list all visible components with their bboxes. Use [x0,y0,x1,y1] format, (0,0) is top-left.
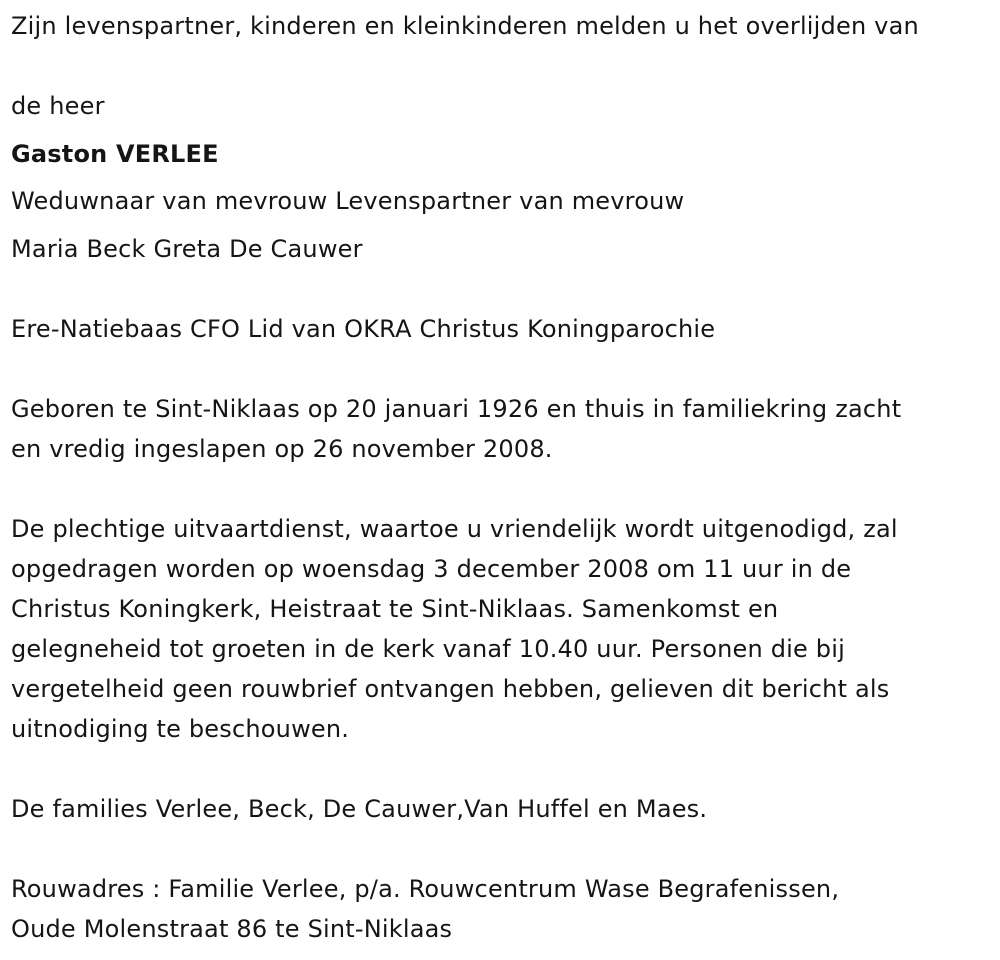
service-line-6: uitnodiging te beschouwen. [11,715,350,743]
address-line-2: Oude Molenstraat 86 te Sint-Niklaas [11,915,453,943]
relations-line-2: Maria Beck Greta De Cauwer [11,235,363,263]
service-line-4: gelegneheid tot groeten in de kerk vanaf 10.40 uur. Personen die bij [11,635,845,663]
service-line-1: De plechtige uitvaartdienst, waartoe u vriendelijk wordt uitgenodigd, zal [11,515,898,543]
honorific-text: de heer [11,92,105,120]
intro-text: Zijn levenspartner, kinderen en kleinkinderen melden u het overlijden van [11,12,919,40]
birth-death-line-1: Geboren te Sint-Niklaas op 20 januari 1926 en thuis in familiekring zacht [11,395,902,423]
relations-line-1: Weduwnaar van mevrouw Levenspartner van mevrouw [11,187,685,215]
deceased-name: Gaston VERLEE [11,140,219,168]
memberships-text: Ere-Natiebaas CFO Lid van OKRA Christus Koningparochie [11,315,716,343]
service-line-5: vergetelheid geen rouwbrief ontvangen hebben, gelieven dit bericht als [11,675,890,703]
birth-death-line-2: en vredig ingeslapen op 26 november 2008. [11,435,553,463]
service-line-2: opgedragen worden op woensdag 3 december 2008 om 11 uur in de [11,555,852,583]
address-line-1: Rouwadres : Familie Verlee, p/a. Rouwcentrum Wase Begrafenissen, [11,875,840,903]
service-line-3: Christus Koningkerk, Heistraat te Sint-Niklaas. Samenkomst en [11,595,779,623]
families-text: De families Verlee, Beck, De Cauwer,Van Huffel en Maes. [11,795,708,823]
